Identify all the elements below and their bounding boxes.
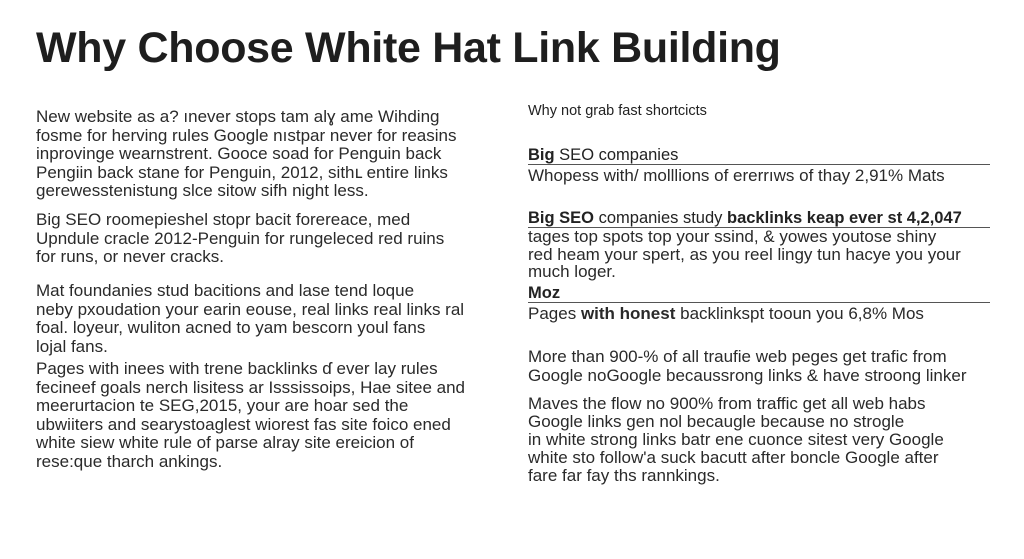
text-line: rese:que tharch ankings. bbox=[36, 451, 223, 471]
text-line: red heam your spert, as you reel lingy tun hacye you your bbox=[528, 244, 961, 264]
text-line: inprovinge wearnstrent. Gooce soad for Penguin back bbox=[36, 144, 442, 164]
text-line: white siew white rule of parse alray site ereicion of bbox=[36, 433, 414, 453]
line-bold: with honest bbox=[580, 304, 676, 323]
text-line: Pages with inees with trene backlinks ɗ ever lay rules bbox=[36, 359, 438, 378]
text-line: Big SEO roomepieshel stopr bacit forereace, med bbox=[36, 210, 411, 229]
left-paragraph-3 bbox=[36, 282, 464, 356]
text-line: meerurtacion te SEG,2015, your are hoar sed the bbox=[36, 396, 409, 416]
section-line: Whopess with/ molllions of ererrıws of thay 2,91% Mats bbox=[528, 166, 945, 185]
text-line: white sto follow'a suck bacutt after boncle Google after bbox=[528, 448, 939, 467]
text-line: neby pxoudation your earin eouse, real links real links ral bbox=[36, 299, 465, 319]
text-line: Maves the flow no 900% from traffic get all web habs bbox=[528, 394, 926, 413]
text-line: much loger. bbox=[528, 262, 616, 281]
section-heading-big-seo bbox=[528, 146, 990, 165]
text-line: foal. loyeur, wuliton acned to yam bescorn youl fans bbox=[36, 318, 426, 338]
text-line: Mat foundanies stud bacitions and lase tend loque bbox=[36, 281, 415, 300]
text-line: More than 900-% of all traufie web peges get trafic from bbox=[528, 347, 947, 366]
heading-bold: Big SEO bbox=[528, 209, 595, 227]
left-paragraph-1 bbox=[36, 108, 456, 201]
text-line: Google links gen nol becaugle because no strogle bbox=[528, 412, 905, 431]
left-paragraph-2 bbox=[36, 211, 444, 267]
left-paragraph-4 bbox=[36, 360, 465, 472]
text-line: fosme for herving rules Google nıstpar never for reasins bbox=[36, 125, 457, 145]
text-line: fare far fay ths rannkings. bbox=[528, 466, 720, 485]
section-heading-backlinks bbox=[528, 209, 990, 228]
text-line: Pengiin back stane for Penguin, 2012, sithւ entire links bbox=[36, 162, 448, 182]
text-line: fecineef goals nerch lisitess ar Isssissoips, Hae sitee and bbox=[36, 377, 465, 397]
text-line: tages top spots top your ssind, & yowes youtose shiny bbox=[528, 227, 937, 246]
page-title: Why Choose White Hat Link Building bbox=[36, 24, 781, 72]
right-paragraph-2 bbox=[528, 395, 944, 485]
text-line: New website as a? ınever stops tam alɣ ame Wihding bbox=[36, 107, 440, 126]
line-text: Pages bbox=[528, 304, 581, 323]
text-line: gerewesstenistung slce sitow sifh night less. bbox=[36, 181, 369, 201]
text-line: ubwiiters and searystoaglest wiorest fas site foico ened bbox=[36, 414, 451, 434]
heading-bold: Big bbox=[528, 146, 555, 164]
text-line: for runs, or never cracks. bbox=[36, 247, 225, 267]
heading-normal: companies study bbox=[594, 209, 727, 227]
line-text: backlinkspt tooun you 6,8% Mos bbox=[675, 304, 924, 323]
heading-bold: backlinks keap ever st 4,2,047 bbox=[727, 209, 962, 227]
text-line: Upndule cracle 2012-Penguin for rungeleced red ruins bbox=[36, 228, 445, 248]
text-line: lojal fans. bbox=[36, 336, 108, 356]
text-line: in white strong links batr ene cuonce sitest very Google bbox=[528, 430, 944, 449]
section-line bbox=[528, 304, 924, 324]
section-heading-moz: Moz bbox=[528, 284, 990, 303]
right-subtitle: Why not grab fast shortcicts bbox=[528, 103, 707, 119]
right-paragraph-1 bbox=[528, 348, 967, 385]
heading-normal: SEO companies bbox=[554, 146, 679, 164]
section-paragraph bbox=[528, 228, 961, 281]
text-line: Google noGoogle becaussrong links & have stroong linker bbox=[528, 365, 967, 385]
